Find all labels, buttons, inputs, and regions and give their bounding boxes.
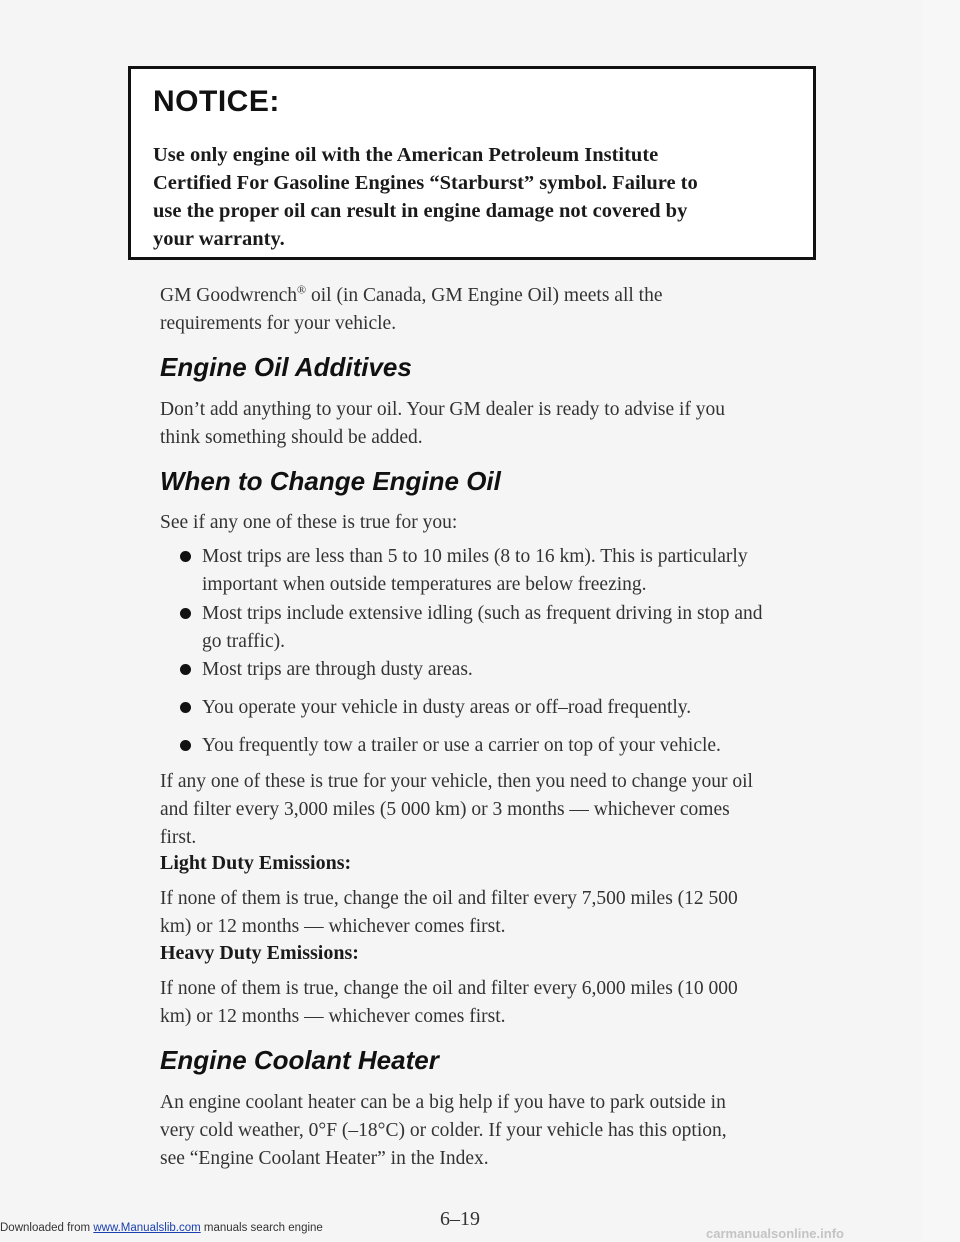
paragraph-line: very cold weather, 0°F (–18°C) or colder. If your vehicle has this option,	[160, 1120, 727, 1141]
list-item-text: Most trips are through dusty areas.	[202, 659, 473, 680]
notice-line: Certified For Gasoline Engines “Starburst” symbol. Failure to	[153, 172, 698, 194]
subheading-heavy-duty: Heavy Duty Emissions:	[160, 942, 359, 964]
paragraph-line: first.	[160, 827, 197, 848]
manualslib-link[interactable]: www.Manualslib.com	[93, 1222, 201, 1234]
bullet-icon	[180, 664, 191, 675]
heading-when-to-change: When to Change Engine Oil	[160, 466, 501, 496]
intro-brand: GM Goodwrench	[160, 285, 298, 306]
list-item-text: Most trips are less than 5 to 10 miles (8 to 16 km). This is particularly	[202, 546, 748, 567]
list-item-text: important when outside temperatures are below freezing.	[202, 574, 647, 595]
additives-text: think something should be added.	[160, 427, 423, 448]
list-item-text: You operate your vehicle in dusty areas or off–road frequently.	[202, 697, 692, 718]
additives-text: Don’t add anything to your oil. Your GM dealer is ready to advise if you	[160, 399, 726, 420]
download-footer	[0, 1222, 323, 1234]
coolant-paragraph	[160, 1089, 820, 1173]
paragraph-line: If none of them is true, change the oil and filter every 7,500 miles (12 500	[160, 888, 738, 909]
notice-line: your warranty.	[153, 228, 285, 250]
list-item-text: Most trips include extensive idling (such as frequent driving in stop and	[202, 603, 763, 624]
notice-box	[128, 66, 816, 260]
bullet-icon	[180, 702, 191, 713]
intro-text: requirements for your vehicle.	[160, 313, 397, 334]
subheading-light-duty: Light Duty Emissions:	[160, 852, 352, 874]
paragraph-line: and filter every 3,000 miles (5 000 km) or 3 months — whichever comes	[160, 799, 730, 820]
watermark-text: carmanualsonline.info	[706, 1226, 844, 1241]
list-item	[180, 543, 842, 599]
list-item-text: go traffic).	[202, 631, 286, 652]
list-item	[180, 694, 842, 722]
change-interval-paragraph	[160, 768, 820, 852]
notice-body	[153, 141, 773, 253]
list-item	[180, 732, 842, 760]
heading-engine-oil-additives: Engine Oil Additives	[160, 352, 412, 382]
bullet-icon	[180, 551, 191, 562]
paragraph-line: km) or 12 months — whichever comes first.	[160, 1006, 506, 1027]
bullet-icon	[180, 740, 191, 751]
heading-engine-coolant-heater: Engine Coolant Heater	[160, 1045, 439, 1075]
footer-text: Downloaded from	[0, 1222, 94, 1234]
change-lead: See if any one of these is true for you:	[160, 512, 458, 533]
bullet-icon	[180, 608, 191, 619]
list-item-text: You frequently tow a trailer or use a carrier on top of your vehicle.	[202, 735, 721, 756]
registered-mark: ®	[297, 282, 307, 297]
additives-paragraph	[160, 396, 820, 452]
list-item	[180, 656, 842, 684]
paragraph-line: see “Engine Coolant Heater” in the Index.	[160, 1148, 489, 1169]
heavy-duty-paragraph	[160, 975, 820, 1031]
paragraph-line: km) or 12 months — whichever comes first.	[160, 916, 506, 937]
paragraph-line: If none of them is true, change the oil and filter every 6,000 miles (10 000	[160, 978, 738, 999]
notice-title: NOTICE:	[153, 85, 280, 118]
intro-text: oil (in Canada, GM Engine Oil) meets all the	[306, 285, 663, 306]
notice-line: use the proper oil can result in engine damage not covered by	[153, 200, 688, 222]
paragraph-line: If any one of these is true for your vehicle, then you need to change your oil	[160, 771, 753, 792]
light-duty-paragraph	[160, 885, 820, 941]
page-number: 6–19	[440, 1208, 480, 1230]
list-item	[180, 600, 842, 656]
intro-paragraph	[160, 282, 820, 338]
paragraph-line: An engine coolant heater can be a big help if you have to park outside in	[160, 1092, 726, 1113]
notice-line: Use only engine oil with the American Petroleum Institute	[153, 144, 659, 166]
footer-text: manuals search engine	[200, 1222, 323, 1234]
